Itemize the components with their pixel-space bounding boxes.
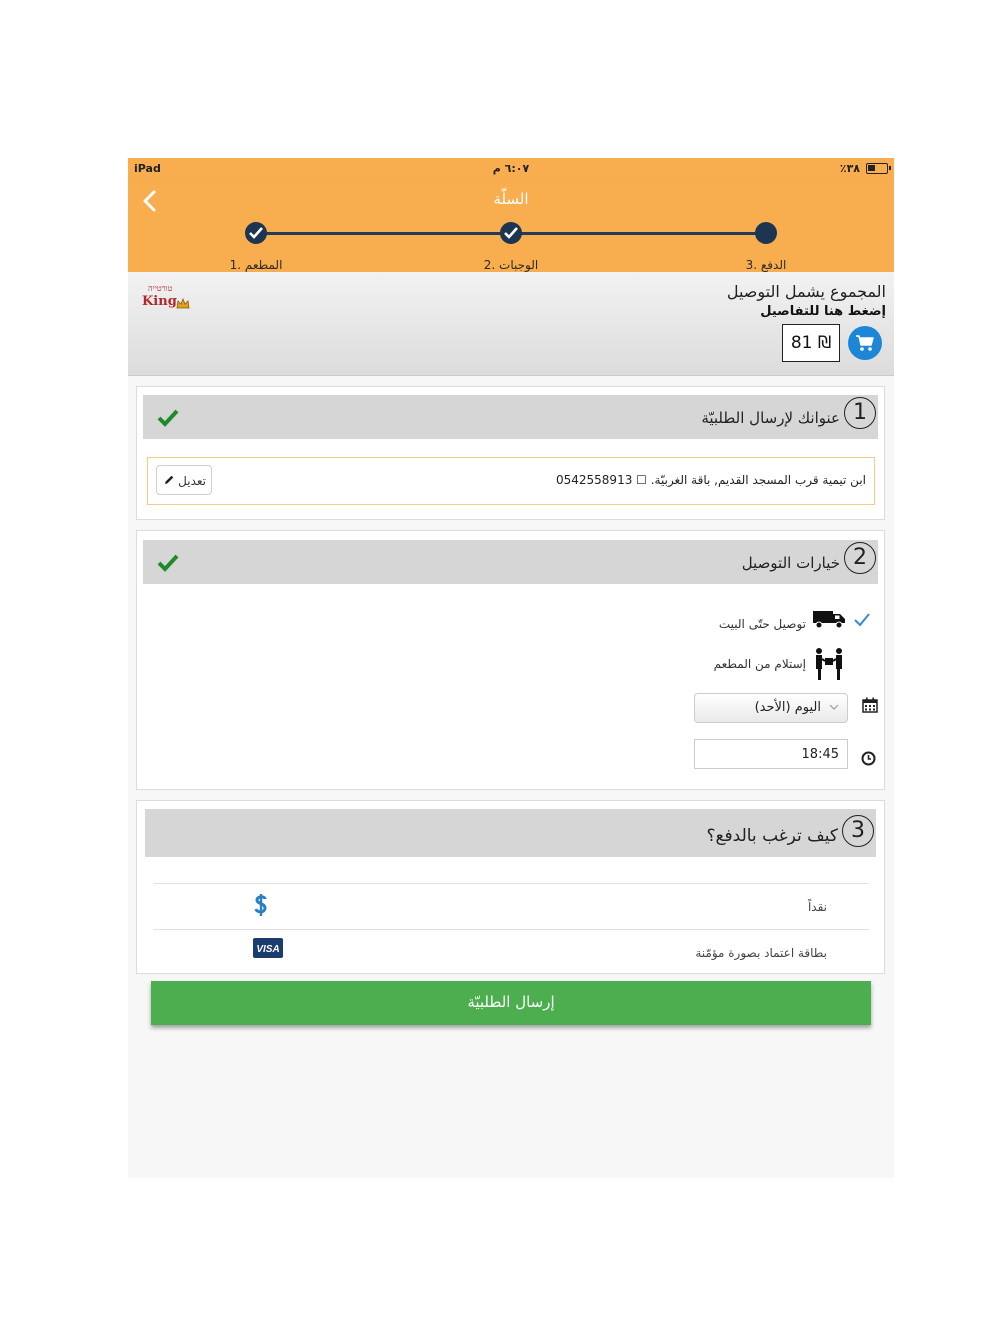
section-number: 1	[844, 397, 876, 429]
total-label: المجموع يشمل التوصيل	[726, 282, 886, 301]
payment-option-label: نقداً	[807, 900, 827, 914]
clock-icon	[861, 751, 876, 766]
battery-percent: ٪٣٨	[839, 162, 860, 175]
day-select-value: اليوم (الأحد)	[754, 700, 821, 715]
price-value: 81 ₪	[782, 324, 840, 362]
svg-text:VISA: VISA	[256, 944, 280, 955]
crown-icon	[176, 298, 190, 310]
order-summary	[128, 272, 894, 376]
pencil-icon	[163, 474, 175, 486]
step-3-dot	[755, 222, 777, 244]
payment-section-header	[145, 809, 876, 857]
section-number: 3	[842, 815, 874, 847]
edit-address-button[interactable]: تعديل	[156, 465, 212, 495]
address-box	[147, 457, 875, 505]
step-2-dot	[500, 222, 522, 244]
pickup-option[interactable]	[670, 647, 870, 687]
section-number: 2	[844, 542, 876, 574]
dollar-icon	[253, 892, 269, 920]
step-label-payment[interactable]: 3. الدفع	[745, 258, 787, 272]
check-icon	[157, 409, 179, 427]
pickup-option-label: إستلام من المطعم	[713, 657, 806, 671]
section-title: عنوانك لإرسال الطلبيّة	[701, 409, 840, 427]
restaurant-logo: טורטייה King	[140, 284, 192, 314]
check-icon	[854, 613, 870, 627]
delivery-option-label: توصيل حتّى البيت	[718, 617, 806, 631]
address-section-header	[143, 395, 878, 439]
step-1-dot	[245, 222, 267, 244]
calendar-icon	[862, 697, 878, 713]
app-screen	[128, 158, 894, 1178]
day-select[interactable]	[694, 693, 848, 723]
status-time: ٦:٠٧ م	[492, 162, 530, 175]
check-icon	[504, 227, 518, 239]
address-text: ابن تيمية قرب المسجد القديم, باقة الغربيّة. ☐ 0542558913	[555, 473, 866, 487]
truck-icon	[812, 607, 846, 631]
section-title: كيف ترغب بالدفع؟	[706, 826, 838, 846]
payment-option-card[interactable]	[153, 929, 869, 975]
cart-icon	[855, 334, 875, 352]
step-label-meals[interactable]: 2. الوجبات	[483, 258, 539, 272]
address-card	[136, 386, 885, 520]
delivery-option-home[interactable]	[670, 607, 870, 641]
page-title: السلّة	[493, 190, 529, 208]
chevron-down-icon	[829, 702, 839, 712]
delivery-section-header	[143, 540, 878, 584]
delivery-card	[136, 530, 885, 790]
check-icon	[157, 554, 179, 572]
header	[128, 180, 894, 272]
payment-card	[136, 800, 885, 974]
check-icon	[249, 227, 263, 239]
device-name: iPad	[134, 162, 161, 175]
cart-button[interactable]	[848, 326, 882, 360]
details-link[interactable]: إضغط هنا للتفاصيل	[760, 304, 886, 319]
handover-icon	[812, 647, 846, 681]
submit-order-button[interactable]: إرسال الطلبيّة	[151, 981, 871, 1025]
visa-icon	[253, 938, 283, 958]
battery-icon	[866, 163, 888, 174]
status-bar	[128, 158, 894, 180]
payment-option-cash[interactable]	[153, 883, 869, 929]
section-title: خيارات التوصيل	[741, 554, 840, 572]
time-input[interactable]	[694, 739, 848, 769]
payment-option-label: بطاقة اعتماد بصورة مؤمّنة	[695, 946, 827, 960]
step-label-restaurant[interactable]: 1. المطعم	[229, 258, 283, 272]
